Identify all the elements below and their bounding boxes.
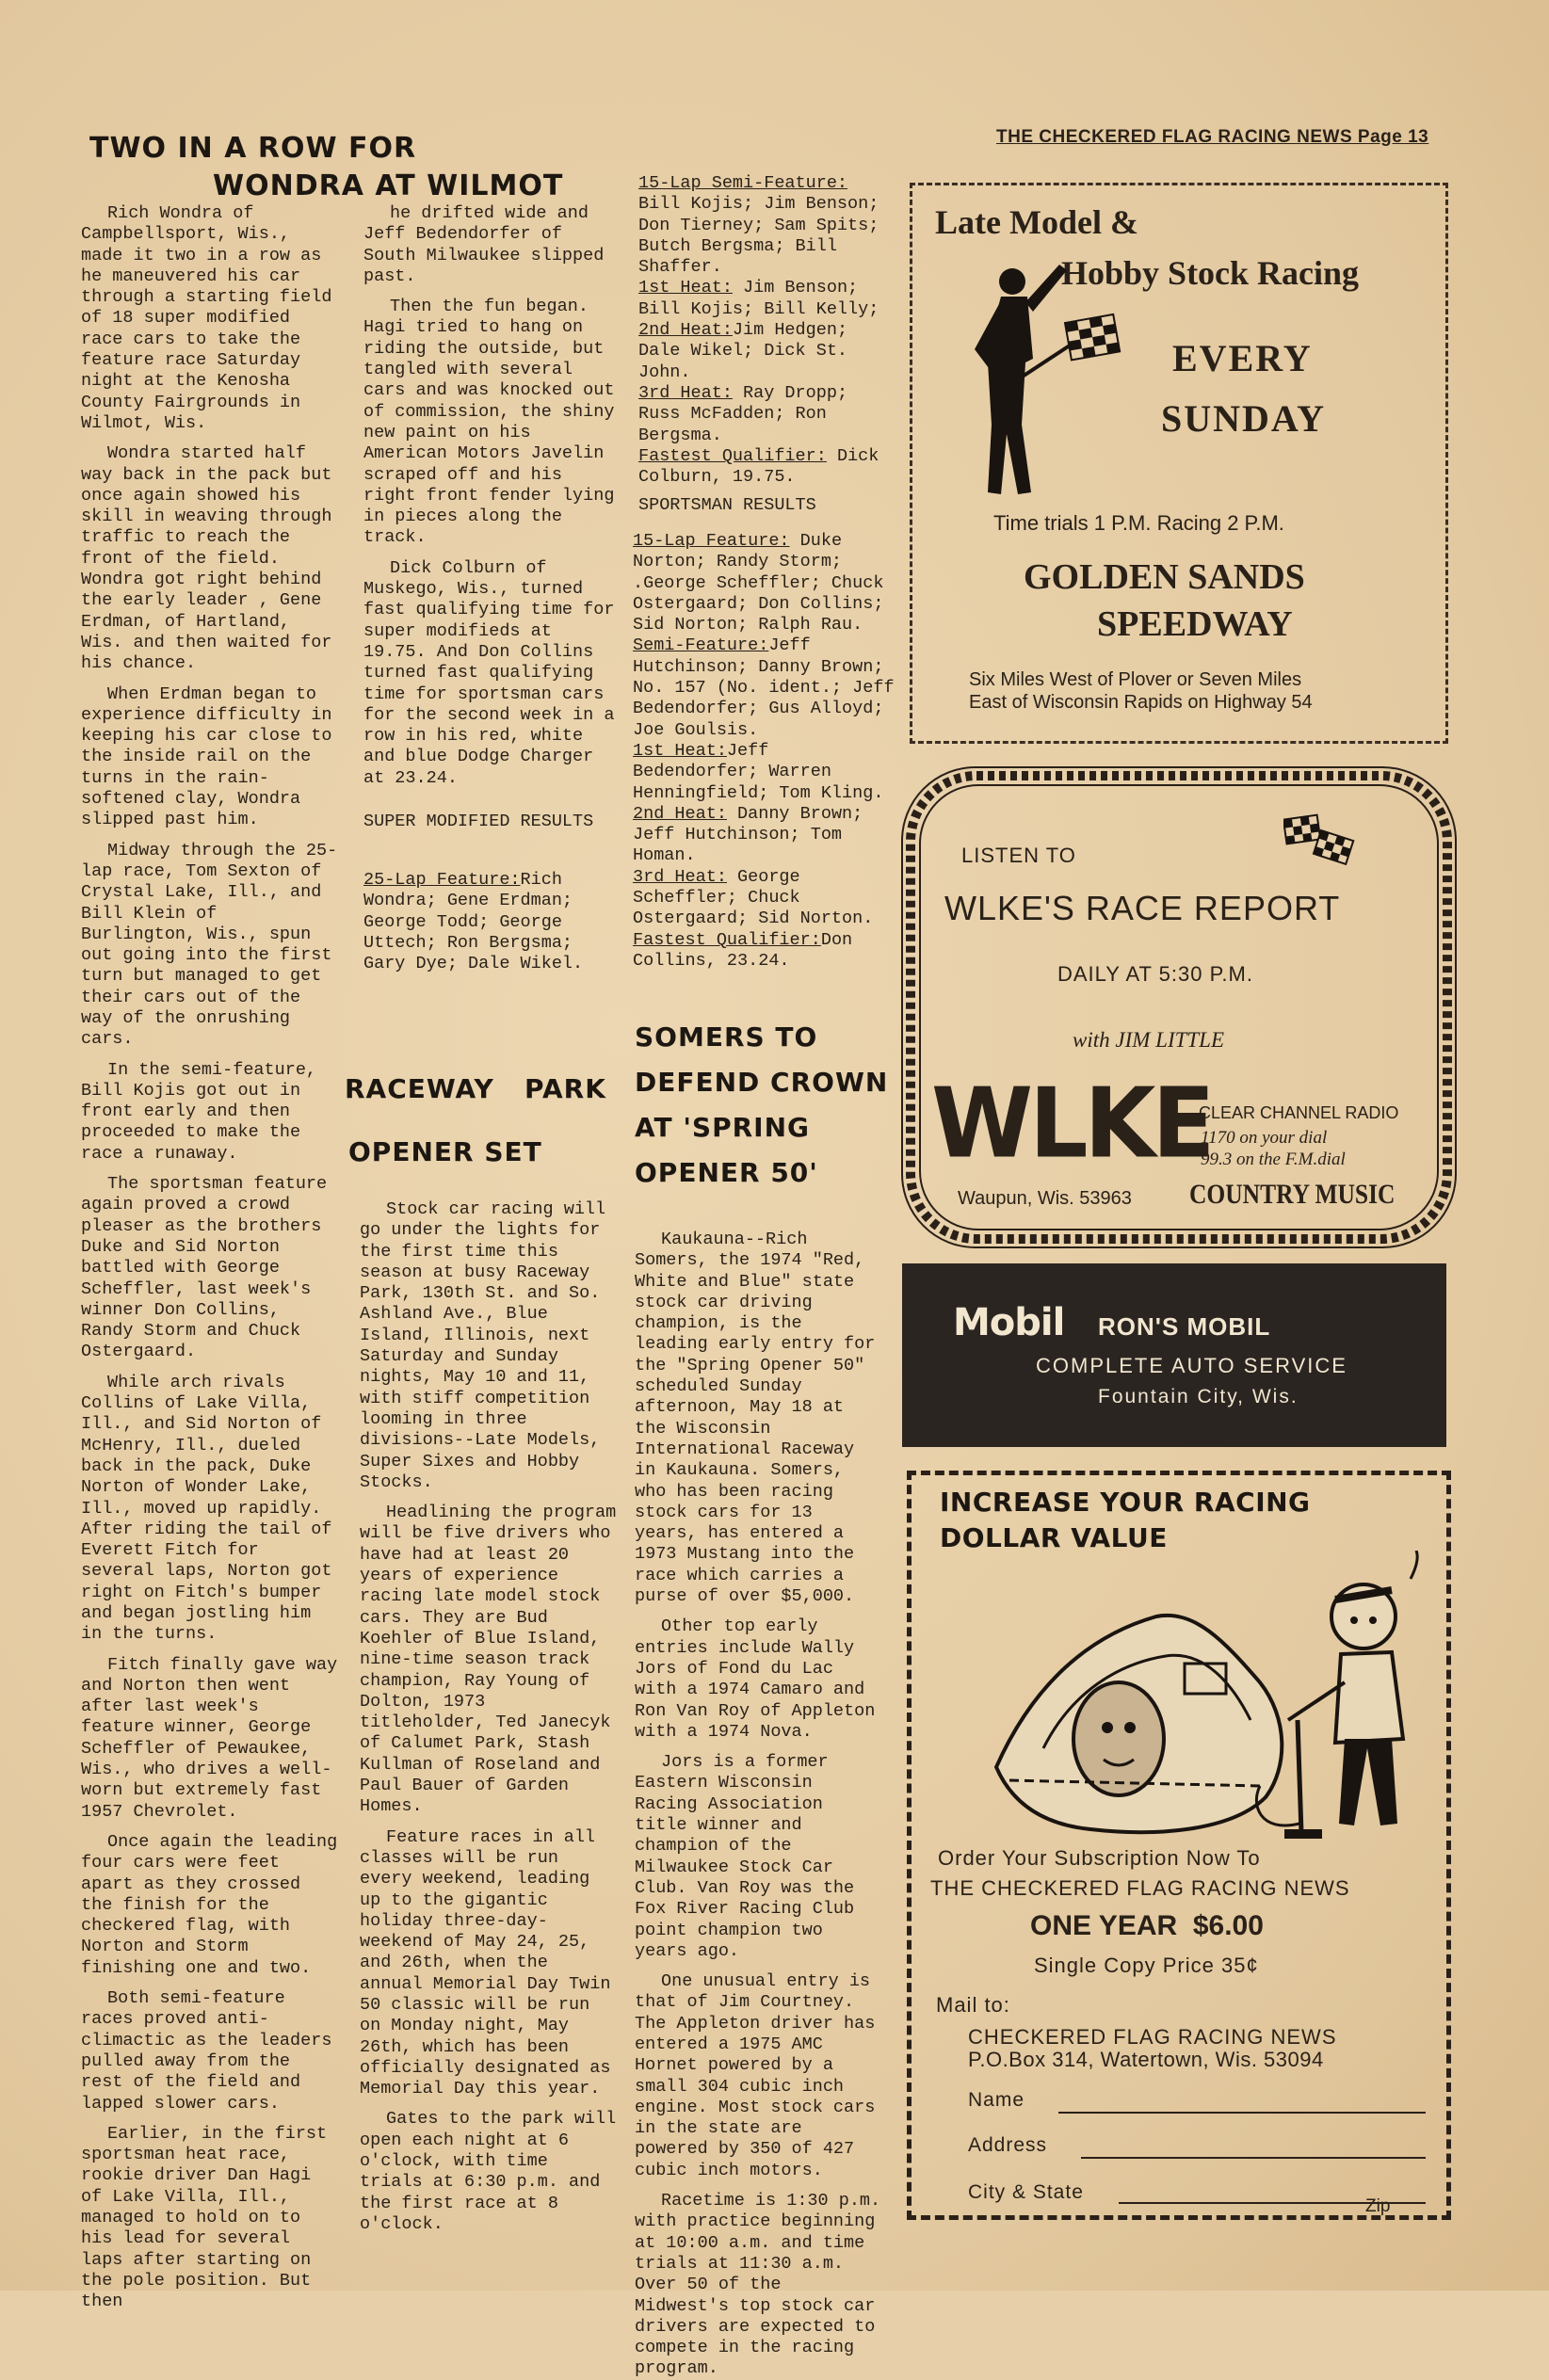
result-text: Jim Benson; Bill Kojis; Bill Kelly; <box>638 278 879 319</box>
result-label: 15-Lap Feature: <box>633 531 790 551</box>
result-text: Jeff Bedendorfer; Warren Henningfield; Tom Kling. <box>633 740 884 803</box>
page-header: THE CHECKERED FLAG RACING NEWS Page 13 <box>996 127 1429 147</box>
name-field-line[interactable] <box>1058 2112 1426 2114</box>
paragraph: Feature races in all classes will be run every weekend, leading up to the gigantic holiday three-day-weekend of May 24, 25, and 26th, when the annual Memorial Day Twin 50 classic will be run on Monday night, May 26th, which has been officially designated as Memorial Day this year. <box>360 1826 611 2099</box>
article1-headline-line1: TWO IN A ROW FOR <box>89 132 417 165</box>
am-dial: 1170 on your dial <box>1201 1128 1328 1148</box>
super-results-title: SUPER MODIFIED RESULTS <box>363 812 594 831</box>
mail-address-line2: P.O.Box 314, Watertown, Wis. 53094 <box>968 2048 1324 2071</box>
one-year-price: ONE YEAR $6.00 <box>1030 1910 1264 1941</box>
article1-headline-line2: WONDRA AT WILMOT <box>213 169 564 202</box>
result-text: Dick Colburn, 19.75. <box>638 445 879 488</box>
paragraph: Earlier, in the first sportsman heat race, rookie driver Dan Hagi of Lake Villa, Ill., managed to hold on to his lead for several laps after starting on the pole position. But then <box>81 2123 328 2312</box>
sportsman-results-title: SPORTSMAN RESULTS <box>638 495 816 515</box>
result-entry <box>638 446 896 489</box>
result-entry <box>633 930 896 973</box>
paragraph: Then the fun began. Hagi tried to hang on riding the outside, but tangled with several cars and was knocked out of commission, the shiny new paint on his American Motors Javelin scraped off and his right front fender lying in pieces along the track. <box>363 297 615 548</box>
result-label: 15-Lap Semi-Feature: <box>638 173 848 193</box>
name-field-label: Name <box>968 2089 1025 2111</box>
result-label: Fastest Qualifier: <box>633 929 821 950</box>
article3-headline-line: SOMERS TO <box>635 1021 818 1053</box>
result-entry <box>633 635 896 740</box>
article3-headline-line: DEFEND CROWN <box>635 1067 889 1098</box>
subscription-headline-line2: DOLLAR VALUE <box>940 1522 1168 1553</box>
ron-mobil-name: RON'S MOBIL <box>1098 1312 1271 1341</box>
result-entry <box>638 173 896 278</box>
result-label: 2nd Heat: <box>633 803 727 824</box>
result-text: George Scheffler; Chuck Ostergaard; Sid Norton. <box>633 866 874 929</box>
golden-sands-ad <box>910 183 1448 744</box>
auto-service-label: COMPLETE AUTO SERVICE <box>1036 1354 1347 1377</box>
result-entry <box>633 867 896 930</box>
article1-column2 <box>363 203 618 789</box>
result-text: Don Collins, 23.24. <box>633 929 853 971</box>
golden-sands-line2: Hobby Stock Racing <box>1061 254 1360 292</box>
paragraph: Headlining the program will be five drivers who have had at least 20 years of experience racing late model stock cars. They are Bud Koehler of Blue Island, nine-time season track champion, Ray Young of Dolton, 1973 titleholder, Ted Janecyk of Calumet Park, Stash Kullman of Roseland and Paul Bauer of Garden Homes. <box>360 1503 617 1817</box>
paragraph: he drifted wide and Jeff Bedendorfer of South Milwaukee slipped past. <box>363 203 605 286</box>
paragraph: While arch rivals Collins of Lake Villa, Ill., and Sid Norton of McHenry, Ill., dueled back in the pack, Duke Norton of Wonder Lake, Ill., moved up rapidly. After riding the tail of Everett Fitch for several laps, Norton got right on Fitch's bumper and began jostling him in the turns. <box>81 1372 332 1645</box>
flagman-figure-icon <box>946 246 1135 500</box>
article3-headline-line: AT 'SPRING <box>635 1112 810 1143</box>
result-text: Bill Kojis; Jim Benson; Don Tierney; Sam Spits; Butch Bergsma; Bill Shaffer. <box>638 194 879 278</box>
single-copy-price: Single Copy Price 35¢ <box>1034 1954 1259 1977</box>
speedway-name-line2: SPEEDWAY <box>1097 604 1293 644</box>
paragraph: In the semi-feature, Bill Kojis got out in front early and then proceeded to make the race a runaway. <box>81 1059 317 1164</box>
result-label: 2nd Heat: <box>638 320 733 341</box>
article2-body <box>360 1199 620 2235</box>
country-music-label: COUNTRY MUSIC <box>1189 1179 1396 1210</box>
paragraph: Stock car racing will go under the lights for the first time this season at busy Raceway Park, 130th St. and So. Ashland Ave., Blue Island, Illinois, next Saturday and Sunday nights, May 10 and 11, with stiff competition looming in three divisions--Late Models, Super Sixes and Hobby Stocks. <box>360 1199 606 1492</box>
daily-time: DAILY AT 5:30 P.M. <box>1057 962 1253 986</box>
result-label: 1st Heat: <box>633 740 727 761</box>
wlke-ad <box>901 766 1457 1248</box>
order-line1: Order Your Subscription Now To <box>938 1846 1261 1870</box>
speedway-name-line1: GOLDEN SANDS <box>1024 557 1305 597</box>
semi-feature-results <box>638 173 896 488</box>
paragraph: Racetime is 1:30 p.m. with practice beginning at 10:00 a.m. and time trials at 11:30 a.m. Over 50 of the Midwest's top stock car drivers are expected to compete in the racing program. <box>635 2191 881 2379</box>
zip-label: Zip <box>1365 2196 1391 2216</box>
host-name: with JIM LITTLE <box>1073 1028 1225 1052</box>
article3-headline <box>635 1015 888 1196</box>
mobil-logo: Mobil <box>953 1301 1065 1344</box>
listen-to-label: LISTEN TO <box>961 844 1076 867</box>
result-label: 3rd Heat: <box>633 866 727 887</box>
location-line1: Six Miles West of Plover or Seven Miles <box>969 669 1302 690</box>
paragraph: Kaukauna--Rich Somers, the 1974 "Red, White and Blue" state stock car driving champion, is the leading early entry for the "Spring Opener 50" scheduled Sunday afternoon, May 18 at the Wisconsin International Raceway in Kaukauna. Somers, who has been racing stock cars for 13 years, has entered a 1973 Mustang into the race which carries a purse of over $5,000. <box>635 1230 876 1607</box>
paragraph: Dick Colburn of Muskego, Wis., turned fast qualifying time for super modifieds at 19.75. And Don Collins turned fast qualifying time for sportsman cars for the second week in a row in his red, white and blue Dodge Charger at 23.24. <box>363 557 615 788</box>
mobil-city: Fountain City, Wis. <box>1098 1386 1299 1407</box>
paragraph: Once again the leading four cars were feet apart as they crossed the finish for the checkered flag, with Norton and Storm finishing one and two. <box>81 1831 338 1978</box>
article2-headline-line2: OPENER SET <box>348 1136 542 1167</box>
result-entry <box>633 531 896 635</box>
race-report-title: WLKE'S RACE REPORT <box>944 889 1341 927</box>
mobil-ad <box>902 1263 1446 1447</box>
article1-column1 <box>81 203 341 2313</box>
result-entry <box>638 383 896 446</box>
wlke-logo: WLKE <box>931 1068 1212 1181</box>
address-field-label: Address <box>968 2134 1048 2156</box>
result-text: Jim Hedgen; Dale Wikel; Dick St. John. <box>638 320 848 382</box>
result-entry <box>633 741 896 804</box>
paragraph: Both semi-feature races proved anti-climactic as the leaders pulled away from the rest of the field and lapped slower cars. <box>81 1988 332 2114</box>
paragraph: Wondra started half way back in the pack but once again showed his skill in weaving through traffic to reach the front of the field. Wondra got right behind the early leader , Gene Erdman, of Hartland, Wis. and then waited for his chance. <box>81 443 332 674</box>
paragraph: Rich Wondra of Campbellsport, Wis., made it two in a row as he maneuvered his car through a starting field of 18 super modified race cars to take the feature race Saturday night at the Kenosha County Fairgrounds in Wilmot, Wis. <box>81 203 332 433</box>
paragraph: Fitch finally gave way and Norton then went after last week's feature winner, George Scheffler of Pewaukee, Wis., who drives a well-worn but extremely fast 1957 Chevrolet. <box>81 1654 338 1822</box>
result-text: Duke Norton; Randy Storm; .George Scheffler; Chuck Ostergaard; Don Collins; Sid Norton; Ralph Rau. <box>633 531 884 635</box>
result-entry <box>633 804 896 867</box>
paragraph: Midway through the 25-lap race, Tom Sexton of Crystal Lake, Ill., and Bill Klein of Burlington, Wis., spun out going into the first turn but managed to get their cars out of the way of the onrushing cars. <box>81 840 338 1050</box>
result-entry <box>638 320 896 383</box>
subscription-headline-line1: INCREASE YOUR RACING <box>940 1487 1311 1518</box>
result-label: 3rd Heat: <box>638 382 733 403</box>
golden-sands-line1: Late Model & <box>935 203 1138 241</box>
order-line2: THE CHECKERED FLAG RACING NEWS <box>930 1876 1350 1900</box>
address-field-line[interactable] <box>1081 2157 1426 2159</box>
result-label: 1st Heat: <box>638 278 733 298</box>
result-entry <box>638 278 896 320</box>
paragraph: One unusual entry is that of Jim Courtney. The Appleton driver has entered a 1975 AMC Hornet powered by a small 304 cubic inch engine. Most stock cars in the state are powered by 350 of 427 cubic inch motors. <box>635 1971 876 2180</box>
location-line2: East of Wisconsin Rapids on Highway 54 <box>969 692 1313 713</box>
article3-headline-line: OPENER 50' <box>635 1157 818 1188</box>
subscription-ad <box>907 1471 1451 2220</box>
result-label: Fastest Qualifier: <box>638 445 827 466</box>
result-text: Ray Dropp; Russ McFadden; Ron Bergsma. <box>638 382 848 445</box>
every-label: EVERY <box>1172 337 1313 379</box>
article2-headline-line1: RACEWAY PARK <box>345 1073 606 1104</box>
station-city: Waupun, Wis. 53963 <box>958 1188 1132 1209</box>
paragraph: Gates to the park will open each night at 6 o'clock, with time trials at 6:30 p.m. and the first race at 8 o'clock. <box>360 2109 617 2234</box>
sunday-label: SUNDAY <box>1161 397 1327 440</box>
article3-body <box>635 1230 881 2380</box>
clear-channel-label: CLEAR CHANNEL RADIO <box>1199 1103 1399 1122</box>
race-times: Time trials 1 P.M. Racing 2 P.M. <box>993 511 1284 535</box>
mail-to-label: Mail to: <box>936 1993 1010 2017</box>
city-state-field-label: City & State <box>968 2181 1084 2203</box>
mail-address-line1: CHECKERED FLAG RACING NEWS <box>968 2025 1337 2049</box>
result-label: Semi-Feature: <box>633 635 769 656</box>
paragraph: When Erdman began to experience difficulty in keeping his car close to the inside rail on the turns in the rain-softened clay, Wondra slipped past him. <box>81 683 332 830</box>
checkered-flags-icon <box>1283 813 1368 877</box>
inflated-dollar-cartoon-icon <box>977 1551 1448 1861</box>
paragraph: The sportsman feature again proved a crowd pleaser as the brothers Duke and Sid Norton battled with George Scheffler, last week's winner Don Collins, Randy Storm and Chuck Ostergaard. <box>81 1174 328 1362</box>
super-feature-results: 25-Lap Feature:Rich Wondra; Gene Erdman; George Todd; George Uttech; Ron Bergsma; Gary Dye; Dale Wikel. <box>363 870 584 974</box>
fm-dial: 99.3 on the F.M.dial <box>1201 1150 1346 1169</box>
result-text: Danny Brown; Jeff Hutchinson; Tom Homan. <box>633 803 863 866</box>
paragraph: Other top early entries include Wally Jors of Fond du Lac with a 1974 Camaro and Ron Van Roy of Appleton with a 1974 Nova. <box>635 1616 876 1742</box>
paragraph: Jors is a former Eastern Wisconsin Racing Association title winner and champion of the Milwaukee Stock Car Club. Van Roy was the Fox River Racing Club point champion two years ago. <box>635 1752 855 1961</box>
result-text: Jeff Hutchinson; Danny Brown; No. 157 (No. ident.; Jeff Bedendorfer; Gus Alloyd; Joe Goulsis. <box>633 635 895 740</box>
sportsman-results <box>633 531 896 972</box>
